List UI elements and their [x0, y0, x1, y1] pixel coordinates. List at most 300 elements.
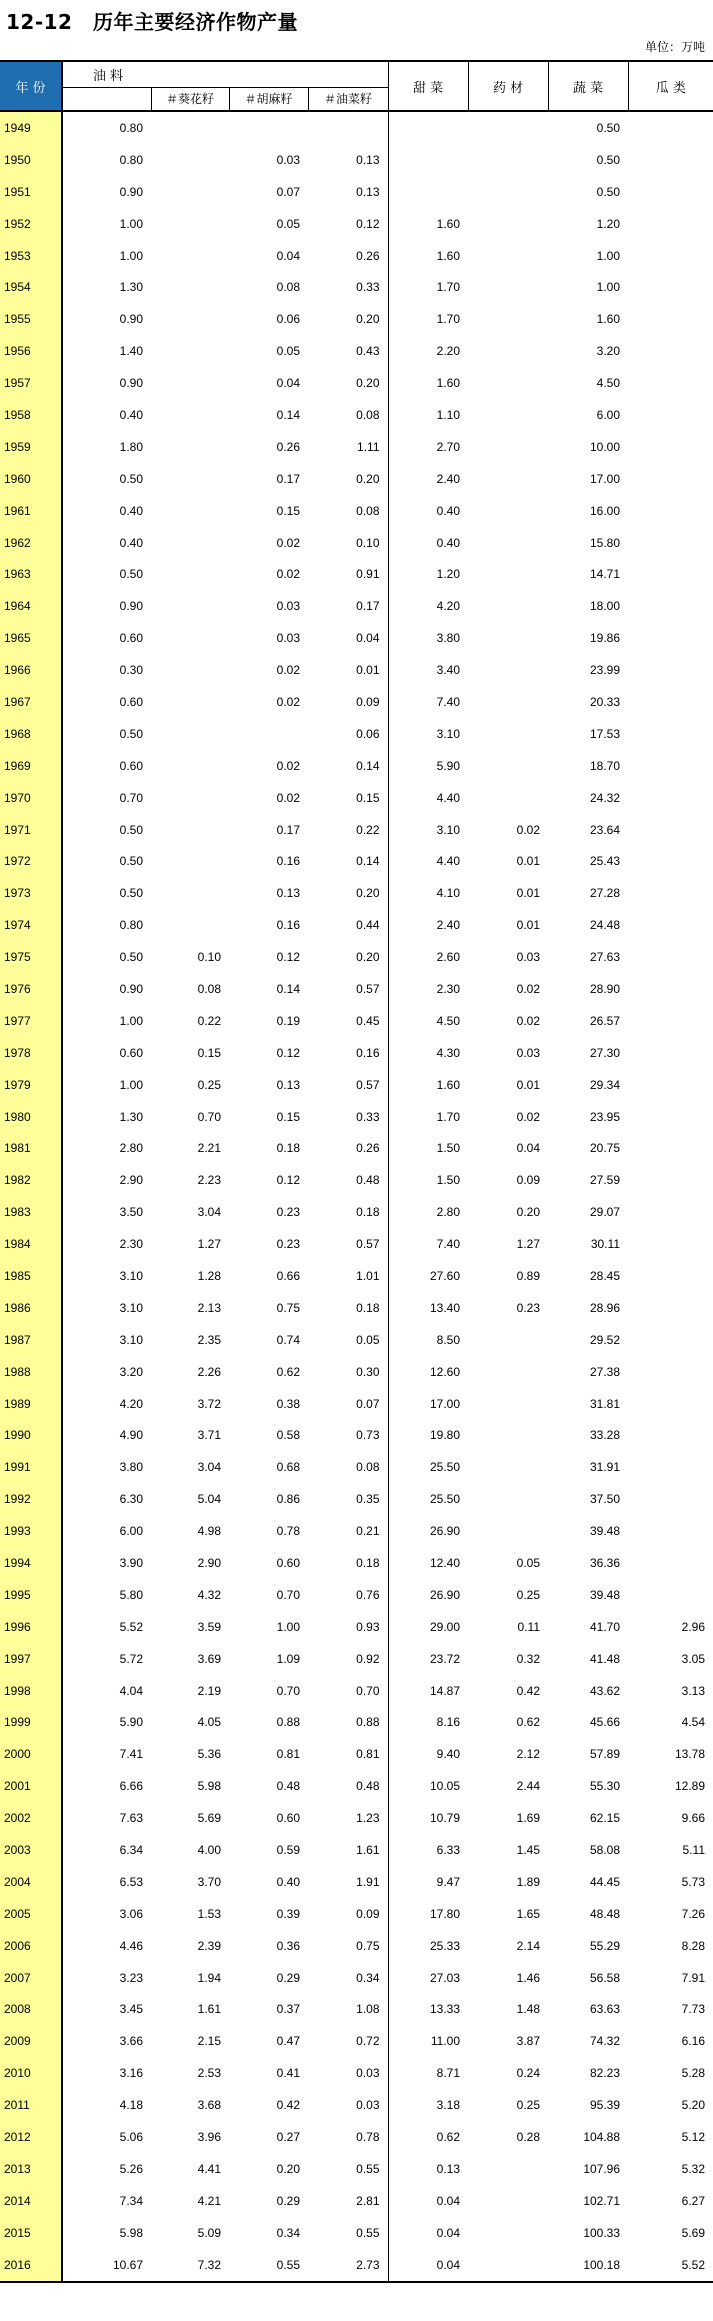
cell-sunflower: 3.70: [197, 1874, 221, 1889]
cell-melons: [628, 1420, 713, 1452]
cell-rapeseed: 0.57: [356, 1077, 380, 1092]
cell-melons: [628, 1356, 713, 1388]
cell-vegetables: 48.48: [589, 1906, 621, 1921]
cell-rapeseed: 0.22: [356, 822, 380, 837]
cell-oil: 1.00: [119, 1013, 143, 1028]
cell-vegetables: 43.62: [589, 1683, 621, 1698]
table-row: [0, 558, 713, 590]
cell-sesame: 0.68: [276, 1460, 300, 1475]
cell-year: 1968: [0, 718, 62, 750]
table-row: [0, 1675, 713, 1707]
cell-oil: 1.00: [119, 1077, 143, 1092]
cell-year: 1977: [0, 1005, 62, 1037]
cell-year: 1970: [0, 782, 62, 814]
cell-melons: [628, 558, 713, 590]
cell-sesame: 0.17: [276, 822, 300, 837]
cell-melons: [628, 1228, 713, 1260]
cell-rapeseed: 0.55: [356, 2161, 380, 2176]
table-row: [0, 335, 713, 367]
cell-herbs: [468, 2217, 548, 2249]
cell-melons: [628, 1515, 713, 1547]
cell-rapeseed: 0.48: [356, 1779, 380, 1794]
cell-vegetables: 20.75: [589, 1141, 621, 1156]
cell-oil: 3.66: [119, 2034, 143, 2049]
cell-melons: [628, 271, 713, 303]
table-row: [0, 1101, 713, 1133]
cell-sugarbeet: 11.00: [388, 2025, 468, 2057]
cell-herbs: 0.25: [516, 1587, 541, 1602]
cell-sunflower: [151, 399, 229, 431]
cell-year: 1950: [0, 144, 62, 176]
cell-oil: 5.26: [119, 2161, 143, 2176]
cell-year: 1960: [0, 463, 62, 495]
cell-sunflower: 0.08: [197, 981, 221, 996]
cell-sesame: 0.14: [276, 407, 300, 422]
cell-sugarbeet: 4.10: [388, 877, 468, 909]
table-row: [0, 144, 713, 176]
cell-sunflower: 5.98: [197, 1779, 221, 1794]
cell-melons: 5.69: [681, 2225, 706, 2240]
cell-melons: [628, 1037, 713, 1069]
cell-sesame: 0.15: [276, 1109, 300, 1124]
cell-sugarbeet: 4.50: [388, 1005, 468, 1037]
cell-sesame: 0.42: [276, 2098, 300, 2113]
header-sunflower: ＃葵花籽: [151, 87, 229, 111]
table-title: 12-12 历年主要经济作物产量: [6, 10, 298, 34]
cell-rapeseed: 0.01: [356, 663, 380, 678]
cell-vegetables: 27.63: [589, 950, 621, 965]
cell-rapeseed: 0.20: [356, 376, 380, 391]
cell-sesame: 0.59: [276, 1843, 300, 1858]
cell-herbs: 1.65: [516, 1906, 541, 1921]
cell-sesame: 0.37: [276, 2002, 300, 2017]
cell-sugarbeet: 2.80: [388, 1196, 468, 1228]
cell-sugarbeet: 13.33: [388, 1994, 468, 2026]
cell-sesame: 0.58: [276, 1428, 300, 1443]
cell-melons: [628, 367, 713, 399]
cell-sugarbeet: 23.72: [388, 1643, 468, 1675]
cell-sugarbeet: [388, 176, 468, 208]
cell-rapeseed: 1.08: [356, 2002, 380, 2017]
cell-melons: 5.11: [682, 1843, 706, 1858]
cell-sesame: 0.08: [276, 280, 300, 295]
cell-oil: 2.90: [119, 1173, 143, 1188]
table-row: [0, 1420, 713, 1452]
cell-herbs: 0.24: [516, 2066, 541, 2081]
table-row: [0, 1770, 713, 1802]
cell-sesame: 0.03: [276, 631, 300, 646]
cell-vegetables: 39.48: [589, 1587, 621, 1602]
cell-sugarbeet: 10.79: [388, 1802, 468, 1834]
cell-sesame: 0.12: [276, 1045, 300, 1060]
cell-sugarbeet: 5.90: [388, 750, 468, 782]
cell-melons: [628, 1388, 713, 1420]
table-row: [0, 1037, 713, 1069]
cell-year: 1979: [0, 1069, 62, 1101]
cell-sesame: 0.40: [276, 1874, 300, 1889]
cell-rapeseed: 0.08: [356, 1460, 380, 1475]
cell-melons: 5.52: [628, 2249, 713, 2282]
cell-sunflower: [151, 590, 229, 622]
cell-sunflower: 2.26: [197, 1364, 221, 1379]
table-row: [0, 1611, 713, 1643]
table-body: [0, 111, 713, 2282]
cell-sesame: 0.78: [276, 1524, 300, 1539]
cell-herbs: 0.04: [516, 1141, 541, 1156]
cell-sugarbeet: 10.05: [388, 1770, 468, 1802]
cell-sesame: 0.26: [276, 439, 300, 454]
cell-sugarbeet: 1.50: [388, 1164, 468, 1196]
cell-sugarbeet: 1.60: [388, 240, 468, 272]
cell-sesame: 0.38: [276, 1396, 300, 1411]
cell-sesame: 0.62: [276, 1364, 300, 1379]
cell-sunflower: [151, 814, 229, 846]
cell-sesame: 0.02: [276, 663, 300, 678]
cell-herbs: [468, 750, 548, 782]
cell-rapeseed: 0.35: [356, 1492, 380, 1507]
cell-year: 1995: [0, 1579, 62, 1611]
cell-oil: 0.90: [119, 376, 143, 391]
cell-year: 2009: [0, 2025, 62, 2057]
cell-year: 1981: [0, 1133, 62, 1165]
cell-oil: 4.46: [119, 1938, 143, 1953]
cell-vegetables: 0.50: [596, 184, 621, 199]
table-row: [0, 750, 713, 782]
cell-oil: 0.60: [119, 631, 143, 646]
cell-sunflower: [151, 718, 229, 750]
cell-oil: 0.90: [119, 981, 143, 996]
cell-sesame: 0.02: [276, 567, 300, 582]
cell-sesame: [229, 718, 308, 750]
cell-melons: 5.12: [681, 2130, 706, 2145]
cell-vegetables: 27.59: [589, 1173, 621, 1188]
cell-melons: [628, 814, 713, 846]
cell-sesame: 0.23: [276, 1237, 300, 1252]
cell-rapeseed: 0.04: [356, 631, 380, 646]
cell-sugarbeet: 4.30: [388, 1037, 468, 1069]
cell-oil: 0.40: [119, 535, 143, 550]
cell-rapeseed: 0.10: [356, 535, 380, 550]
cell-oil: 0.70: [119, 790, 143, 805]
cell-vegetables: 100.18: [548, 2249, 628, 2282]
cell-sunflower: 1.61: [197, 2002, 221, 2017]
cell-sunflower: 1.53: [197, 1906, 221, 1921]
cell-vegetables: 17.00: [589, 471, 621, 486]
cell-oil: 1.40: [119, 344, 143, 359]
cell-oil: 3.90: [119, 1556, 143, 1571]
table-row: [0, 1324, 713, 1356]
cell-sunflower: 1.94: [197, 1970, 221, 1985]
table-row: [0, 782, 713, 814]
cell-vegetables: 28.90: [589, 981, 621, 996]
cell-sunflower: 4.21: [197, 2193, 221, 2208]
cell-herbs: [468, 1420, 548, 1452]
cell-sesame: 0.60: [276, 1811, 300, 1826]
cell-oil: 6.30: [119, 1492, 143, 1507]
cell-year: 1961: [0, 495, 62, 527]
cell-vegetables: 1.60: [596, 312, 621, 327]
cell-herbs: 0.05: [516, 1556, 541, 1571]
cell-rapeseed: 0.81: [356, 1747, 380, 1762]
cell-oil: 5.52: [119, 1619, 143, 1634]
table-row: [0, 1451, 713, 1483]
cell-year: 2010: [0, 2057, 62, 2089]
cell-melons: [628, 463, 713, 495]
table-row: [0, 1962, 713, 1994]
cell-oil: 6.34: [119, 1843, 143, 1858]
cell-herbs: [468, 271, 548, 303]
cell-melons: 5.20: [681, 2098, 706, 2113]
cell-oil: 0.50: [119, 822, 143, 837]
cell-vegetables: 104.88: [583, 2130, 621, 2145]
table-row: [0, 2249, 713, 2282]
cell-herbs: [468, 431, 548, 463]
cell-vegetables: 27.28: [589, 886, 621, 901]
cell-herbs: 1.69: [516, 1811, 541, 1826]
cell-rapeseed: 0.33: [356, 280, 380, 295]
cell-sesame: 0.29: [276, 2193, 300, 2208]
cell-melons: [628, 240, 713, 272]
cell-sugarbeet: 0.62: [388, 2121, 468, 2153]
cell-herbs: 0.25: [516, 2098, 541, 2113]
cell-year: 1991: [0, 1451, 62, 1483]
cell-sugarbeet: 8.16: [388, 1707, 468, 1739]
cell-oil: 4.90: [119, 1428, 143, 1443]
cell-melons: 5.28: [681, 2066, 706, 2081]
cell-melons: [628, 909, 713, 941]
cell-vegetables: 36.36: [589, 1556, 621, 1571]
cell-herbs: 2.12: [516, 1747, 541, 1762]
cell-sugarbeet: 3.40: [388, 654, 468, 686]
cell-year: 2012: [0, 2121, 62, 2153]
table-row: [0, 2153, 713, 2185]
cell-year: 2007: [0, 1962, 62, 1994]
cell-rapeseed: 0.88: [356, 1715, 380, 1730]
table-row: [0, 909, 713, 941]
cell-oil: 3.20: [119, 1364, 143, 1379]
cell-herbs: 0.01: [516, 1077, 541, 1092]
cell-sugarbeet: 1.70: [388, 303, 468, 335]
cell-sesame: 0.18: [276, 1141, 300, 1156]
cell-rapeseed: 0.70: [356, 1683, 380, 1698]
cell-herbs: [468, 527, 548, 559]
table-row: [0, 303, 713, 335]
unit-label: 单位：万吨: [644, 40, 705, 54]
cell-herbs: 0.03: [516, 1045, 541, 1060]
cell-melons: [628, 144, 713, 176]
cell-rapeseed: 0.72: [356, 2034, 380, 2049]
cell-sugarbeet: 1.70: [388, 1101, 468, 1133]
cell-oil: 0.50: [119, 567, 143, 582]
cell-year: 1962: [0, 527, 62, 559]
cell-year: 1975: [0, 941, 62, 973]
cell-sugarbeet: 8.50: [388, 1324, 468, 1356]
cell-oil: 3.80: [119, 1460, 143, 1475]
cell-sunflower: 7.32: [151, 2249, 229, 2282]
cell-year: 2011: [0, 2089, 62, 2121]
cell-rapeseed: 0.18: [356, 1300, 380, 1315]
cell-oil: 0.50: [119, 471, 143, 486]
cell-vegetables: 30.11: [590, 1237, 621, 1252]
cell-herbs: [468, 1356, 548, 1388]
cell-rapeseed: 0.09: [356, 694, 380, 709]
cell-sunflower: 0.15: [197, 1045, 221, 1060]
cell-herbs: 0.11: [517, 1619, 541, 1634]
cell-melons: [628, 431, 713, 463]
cell-sunflower: [151, 527, 229, 559]
cell-sunflower: 5.36: [197, 1747, 221, 1762]
cell-year: 2015: [0, 2217, 62, 2249]
cell-sunflower: 4.05: [197, 1715, 221, 1730]
cell-vegetables: 19.86: [589, 631, 621, 646]
cell-sunflower: [151, 877, 229, 909]
cell-herbs: 0.01: [516, 918, 541, 933]
cell-sunflower: [151, 909, 229, 941]
cell-oil: 3.10: [119, 1269, 143, 1283]
cell-sesame: 0.39: [276, 1906, 300, 1921]
cell-melons: 2.96: [681, 1619, 706, 1634]
cell-sunflower: 0.70: [197, 1109, 221, 1124]
cell-rapeseed: 0.45: [356, 1013, 380, 1028]
cell-year: 1976: [0, 973, 62, 1005]
cell-sugarbeet: [388, 111, 468, 144]
cell-herbs: [468, 622, 548, 654]
cell-rapeseed: 0.03: [356, 2066, 380, 2081]
cell-year: 1986: [0, 1292, 62, 1324]
cell-vegetables: 24.48: [589, 918, 621, 933]
cell-vegetables: 62.15: [589, 1811, 621, 1826]
cell-year: 1954: [0, 271, 62, 303]
cell-sunflower: [151, 208, 229, 240]
cell-sugarbeet: 7.40: [388, 1228, 468, 1260]
table-row: [0, 1930, 713, 1962]
cell-sesame: 0.16: [276, 854, 300, 869]
cell-sunflower: 5.09: [197, 2225, 221, 2240]
cell-sugarbeet: 12.60: [388, 1356, 468, 1388]
cell-rapeseed: 0.14: [356, 758, 380, 773]
cell-sugarbeet: 3.80: [388, 622, 468, 654]
cell-year: 1983: [0, 1196, 62, 1228]
table-row: [0, 271, 713, 303]
cell-sesame: 0.02: [276, 694, 300, 709]
cell-melons: [628, 1451, 713, 1483]
cell-sesame: 0.12: [276, 1173, 300, 1188]
cell-melons: [628, 718, 713, 750]
cell-vegetables: 39.48: [589, 1524, 621, 1539]
cell-year: 2005: [0, 1898, 62, 1930]
cell-sesame: 0.02: [276, 790, 300, 805]
cell-sugarbeet: 4.40: [388, 845, 468, 877]
cell-year: 1992: [0, 1483, 62, 1515]
cell-year: 1984: [0, 1228, 62, 1260]
cell-sunflower: 0.25: [197, 1077, 221, 1092]
table-row: [0, 2121, 713, 2153]
cell-sugarbeet: 26.90: [388, 1579, 468, 1611]
table-header: [0, 61, 713, 111]
cell-sunflower: [151, 463, 229, 495]
cell-sugarbeet: 2.70: [388, 431, 468, 463]
cell-year: 1974: [0, 909, 62, 941]
table-row: [0, 1388, 713, 1420]
cell-sugarbeet: 1.10: [388, 399, 468, 431]
cell-year: 1998: [0, 1675, 62, 1707]
cell-rapeseed: 0.26: [356, 1141, 380, 1156]
cell-oil: 1.30: [119, 1109, 143, 1124]
cell-year: 1997: [0, 1643, 62, 1675]
cell-herbs: 3.87: [516, 2034, 541, 2049]
cell-vegetables: 37.50: [589, 1492, 621, 1507]
cell-sunflower: 3.68: [197, 2098, 221, 2113]
cell-vegetables: 6.00: [596, 407, 621, 422]
cell-herbs: 0.02: [516, 1109, 541, 1124]
cell-sugarbeet: 27.03: [388, 1962, 468, 1994]
cell-oil: 0.90: [119, 184, 143, 199]
cell-melons: [628, 1483, 713, 1515]
cell-year: 1993: [0, 1515, 62, 1547]
cell-rapeseed: 1.11: [357, 439, 380, 454]
cell-oil: 6.53: [119, 1874, 143, 1889]
table-row: [0, 1707, 713, 1739]
cell-oil: 0.60: [119, 694, 143, 709]
header-rapeseed: ＃油菜籽: [308, 87, 388, 111]
cell-herbs: 0.32: [516, 1651, 541, 1666]
cell-herbs: 0.62: [516, 1715, 541, 1730]
cell-sesame: 0.23: [276, 1205, 300, 1220]
cell-melons: [628, 1133, 713, 1165]
table-row: [0, 1005, 713, 1037]
cell-sugarbeet: 0.04: [388, 2185, 468, 2217]
cell-herbs: 0.02: [516, 822, 541, 837]
cell-rapeseed: 0.20: [356, 312, 380, 327]
cell-melons: 4.54: [681, 1715, 706, 1730]
cell-sugarbeet: 0.40: [388, 495, 468, 527]
cell-herbs: [468, 111, 548, 144]
table-row: [0, 1356, 713, 1388]
cell-oil: 4.18: [119, 2098, 143, 2113]
cell-rapeseed: 0.14: [356, 854, 380, 869]
table-row: [0, 2057, 713, 2089]
crop-output-table: [0, 60, 713, 2283]
cell-melons: 5.32: [681, 2161, 706, 2176]
cell-rapeseed: 0.34: [356, 1970, 380, 1985]
cell-sunflower: [151, 495, 229, 527]
cell-sugarbeet: 2.30: [388, 973, 468, 1005]
cell-sesame: 0.02: [276, 535, 300, 550]
cell-melons: 6.27: [681, 2193, 706, 2208]
cell-sunflower: [151, 335, 229, 367]
cell-rapeseed: 0.55: [356, 2225, 380, 2240]
table-row: [0, 1802, 713, 1834]
cell-melons: 12.89: [674, 1779, 706, 1794]
cell-sugarbeet: 17.00: [388, 1388, 468, 1420]
cell-sesame: 0.86: [276, 1492, 300, 1507]
cell-sunflower: 2.13: [197, 1300, 221, 1315]
cell-sunflower: 4.32: [197, 1587, 221, 1602]
cell-year: 1956: [0, 335, 62, 367]
cell-sugarbeet: 14.87: [388, 1675, 468, 1707]
cell-sunflower: 0.22: [197, 1013, 221, 1028]
table-row: [0, 1260, 713, 1292]
cell-vegetables: 100.33: [583, 2225, 621, 2240]
cell-herbs: [468, 686, 548, 718]
cell-oil: 0.40: [119, 503, 143, 518]
table-row: [0, 814, 713, 846]
cell-vegetables: 1.20: [596, 216, 621, 231]
cell-sugarbeet: 9.47: [388, 1866, 468, 1898]
table-row: [0, 1643, 713, 1675]
cell-melons: 8.28: [681, 1938, 706, 1953]
table-row: [0, 1547, 713, 1579]
